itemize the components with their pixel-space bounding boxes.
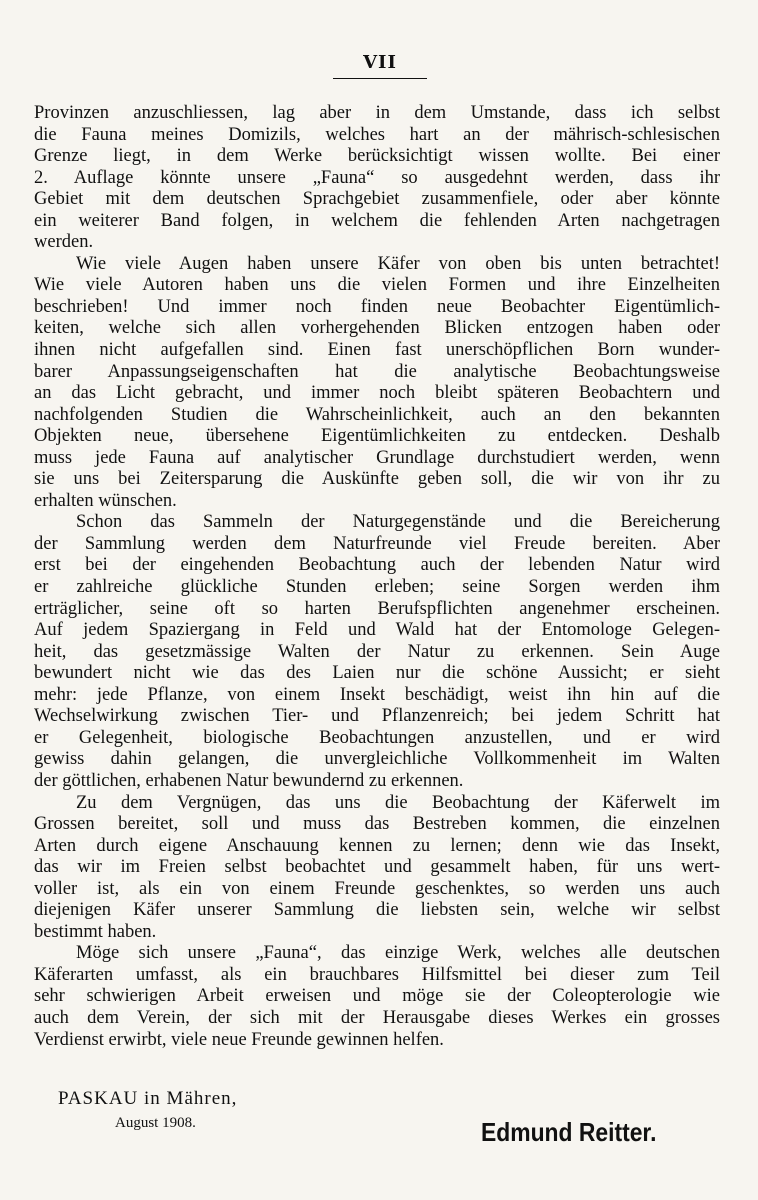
paragraph (34, 943, 720, 1051)
text-line: Wie viele Augen haben unsere Käfer von oben bis unten betrachtet! (76, 253, 720, 274)
body-text (34, 103, 720, 1051)
closing-place: PASKAU in Mähren, (58, 1088, 238, 1109)
header-rule (333, 78, 427, 79)
text-line: erst bei der eingehenden Beobachtung auch der lebenden Natur wird (34, 555, 720, 576)
text-line: muss jede Fauna auf analytischer Grundlage durchstudiert werden, wenn (34, 447, 720, 468)
text-line: barer Anpassungseigenschaften hat die analytische Beobachtungsweise (34, 361, 720, 382)
text-line: Zu dem Vergnügen, das uns die Beobachtung der Käferwelt im (76, 792, 720, 813)
text-line: werden. (34, 232, 94, 253)
text-line: die Fauna meines Domizils, welches hart an der mährisch-schlesischen (34, 124, 720, 145)
text-line: Möge sich unsere „Fauna“, das einzige Werk, welches alle deutschen (76, 943, 720, 964)
text-line: an das Licht gebracht, und immer noch bleibt späteren Beobachtern und (34, 383, 720, 404)
text-line: 2. Auflage könnte unsere „Fauna“ so ausgedehnt werden, dass ihr (34, 167, 720, 188)
text-line: das wir im Freien selbst beobachtet und gesammelt haben, für uns wert- (34, 857, 720, 878)
text-line: der Sammlung werden dem Naturfreunde viel Freude bereiten. Aber (34, 533, 720, 554)
paragraph (34, 103, 720, 254)
closing-date: August 1908. (115, 1115, 196, 1131)
text-line: beschrieben! Und immer noch finden neue Beobachter Eigentümlich- (34, 296, 720, 317)
text-line: sehr schwierigen Arbeit erweisen und möge sie der Coleopterologie wie (34, 986, 720, 1007)
text-line: Wechselwirkung zwischen Tier- und Pflanzenreich; bei jedem Schritt hat (34, 706, 720, 727)
text-line: Verdienst erwirbt, viele neue Freunde gewinnen helfen. (34, 1029, 444, 1050)
page-number: VII (363, 52, 397, 73)
text-line: Gebiet mit dem deutschen Sprachgebiet zusammenfiele, oder aber könnte (34, 189, 720, 210)
paragraph (34, 512, 720, 792)
paragraph (34, 254, 720, 513)
text-line: diejenigen Käfer unserer Sammlung die liebsten sein, welche wir selbst (34, 900, 720, 921)
text-line: er zahlreiche glückliche Stunden erleben; seine Sorgen werden ihm (34, 577, 720, 598)
text-line: Provinzen anzuschliessen, lag aber in dem Umstande, dass ich selbst (34, 103, 720, 123)
text-line: Grossen bereitet, soll und muss das Bestreben kommen, die einzelnen (34, 814, 720, 835)
text-line: nachfolgenden Studien die Wahrscheinlichkeit, auch an den bekannten (34, 404, 720, 425)
text-line: Objekten neue, übersehene Eigentümlichkeiten zu entdecken. Deshalb (34, 426, 720, 447)
text-line: Wie viele Autoren haben uns die vielen Formen und ihre Einzelheiten (34, 275, 720, 296)
text-line: erhalten wünschen. (34, 490, 177, 511)
author-signature: Edmund Reitter. (481, 1117, 657, 1147)
paragraph (34, 793, 720, 944)
text-line: Grenze liegt, in dem Werke berücksichtigt wissen wollte. Bei einer (34, 146, 720, 167)
text-line: auch dem Verein, der sich mit der Herausgabe dieses Werkes ein grosses (34, 1007, 720, 1028)
text-line: Arten durch eigene Anschauung kennen zu lernen; denn wie das Insekt, (34, 835, 720, 856)
text-line: ihnen nicht aufgefallen sind. Einen fast unerschöpflichen Born wunder- (34, 340, 720, 361)
text-line: Schon das Sammeln der Naturgegenstände und die Bereicherung (76, 512, 720, 533)
text-line: mehr: jede Pflanze, von einem Insekt beschädigt, weist ihn hin auf die (34, 684, 720, 705)
text-line: Auf jedem Spaziergang in Feld und Wald hat der Entomologe Gelegen- (34, 620, 720, 641)
text-line: ein weiterer Band folgen, in welchem die fehlenden Arten nachgetragen (34, 210, 720, 231)
text-line: gewiss dahin gelangen, die unvergleichliche Vollkommenheit im Walten (34, 749, 720, 770)
text-line: bewundert nicht wie das des Laien nur die schöne Aussicht; er sieht (34, 663, 720, 684)
text-line: er Gelegenheit, biologische Beobachtungen anzustellen, und er wird (34, 727, 720, 748)
text-line: erträglicher, seine oft so harten Berufspflichten angenehmer erscheinen. (34, 598, 720, 619)
text-line: keiten, welche sich allen vorhergehenden Blicken entzogen haben oder (34, 318, 720, 339)
text-line: der göttlichen, erhabenen Natur bewundernd zu erkennen. (34, 770, 464, 791)
text-line: heit, das gesetzmässige Walten der Natur zu erkennen. Sein Auge (34, 641, 720, 662)
text-line: Käferarten umfasst, als ein brauchbares Hilfsmittel bei dieser zum Teil (34, 964, 720, 985)
text-line: bestimmt haben. (34, 921, 157, 942)
text-line: sie uns bei Zeitersparung die Auskünfte geben soll, die wir von ihr zu (34, 469, 720, 490)
text-line: voller ist, als ein von einem Freunde geschenktes, so werden uns auch (34, 878, 720, 899)
